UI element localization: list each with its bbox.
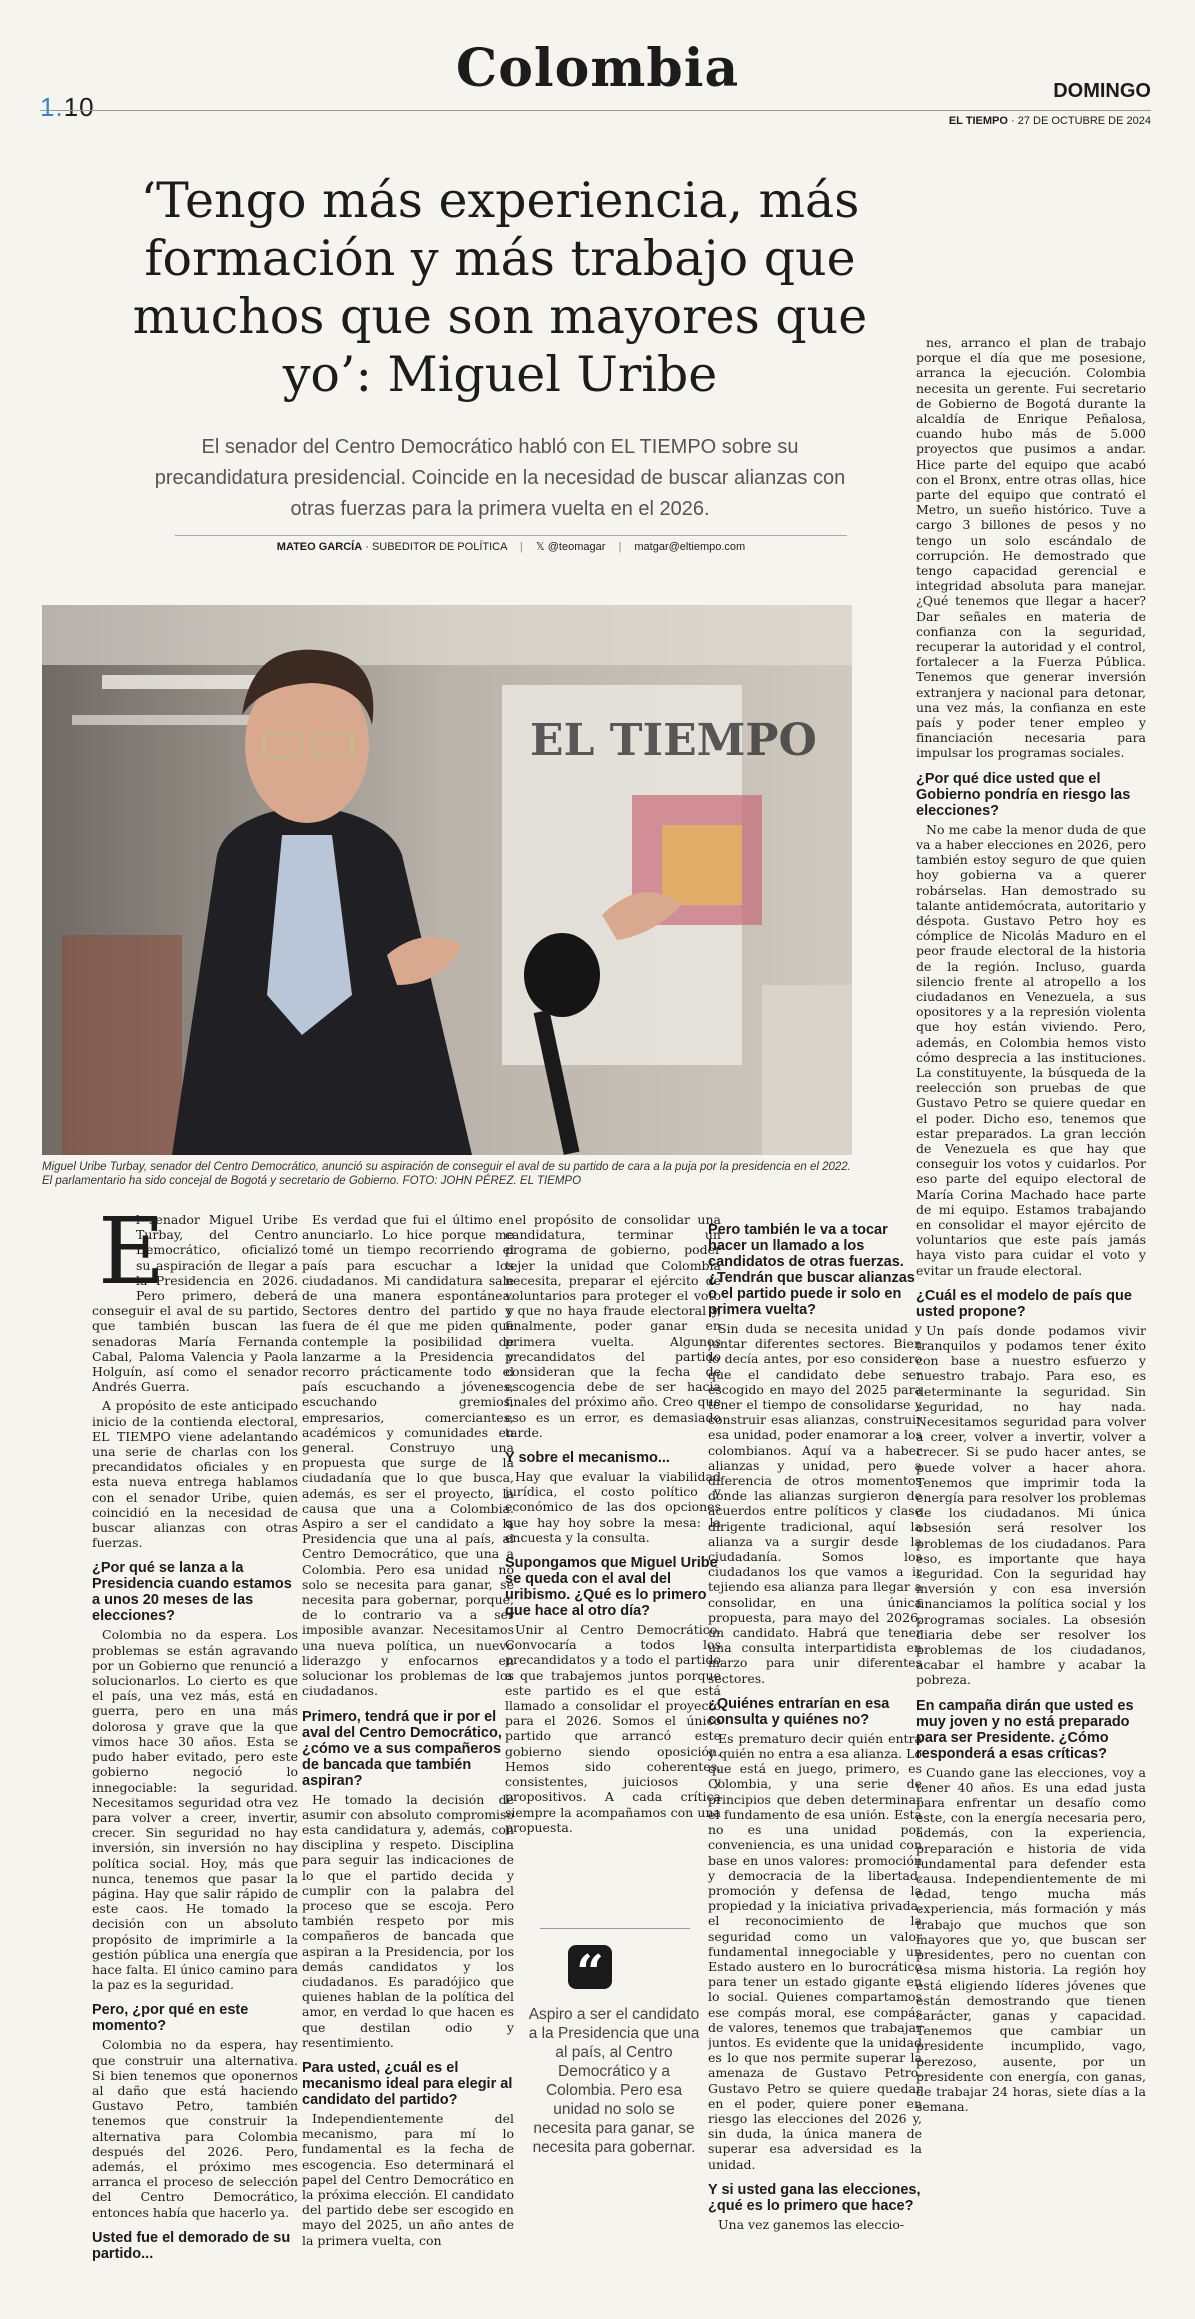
- article-column-3: [505, 1212, 721, 1912]
- byline-email: matgar@eltiempo.com: [634, 541, 746, 553]
- body-paragraph: A propósito de este anticipado inicio de la contienda electoral, EL TIEMPO viene adelantando una serie de charlas con los precandidatos oficiales y en esta nueva entrega hablamos con el senador Uribe, quien coincidió en la necesidad de buscar alianzas con otras fuerzas.: [92, 1398, 298, 1551]
- interview-question: ¿Por qué dice usted que el Gobierno pondría en riesgo las elecciones?: [916, 770, 1131, 819]
- body-paragraph: l senador Miguel Uribe Turbay, del Centro Democrático, oficializó su aspiración de llegar a la Presidencia en 2026. Pero primero, deberá conseguir el aval de su partido, que también buscan las senadoras María Fernanda Cabal, Paloma Valencia y Paola Holguín, así como el senador Andrés Guerra.: [92, 1212, 298, 1395]
- byline-handle: @teomagar: [547, 541, 606, 553]
- headline: ‘Tengo más experiencia, más formación y más trabajo que muchos que son mayores que yo’: Miguel Uribe: [132, 172, 868, 403]
- photo-illustration: [42, 605, 852, 1155]
- article-column-4: [708, 1212, 922, 2307]
- body-paragraph: Cuando gane las elecciones, voy a tener 40 años. Es una edad justa para enfrentar un desafío como este, con la energía necesaria pero, además, con la experiencia, preparación e historia de vida fundamental para defender esta causa. Independientemente de mi edad, tengo mucha más experiencia, más formación y más trabajo que muchos que son mayores que yo, que buscan ser presidentes, pero no cuentan con esa misma historia. La región hoy está eligiendo líderes jóvenes que están demostrando que tienen carácter, ganas y capacidad. Tenemos que cambiar un presidente incumplido, vago, perezoso, ausente, por un presidente con energía, con ganas, de trabajar 24 horas, siete días a la semana.: [916, 1764, 1146, 2115]
- interview-question: Supongamos que Miguel Uribe se queda con el aval del uribismo. ¿Qué es lo primero que hace al otro día?: [505, 1555, 718, 1620]
- quote-rule: [540, 1928, 690, 1929]
- header-rule: [40, 110, 1151, 111]
- page-number-suffix: 10: [63, 92, 95, 122]
- body-paragraph: No me cabe la menor duda de que va a haber elecciones en 2026, pero también estoy seguro de que quien hoy gobierna va a querer robárselas. Han demostrado su talante antidemócrata, autoritario y déspota. Gustavo Petro hoy es cómplice de Nicolás Maduro en el peor fraude electoral de la historia de la región. Incluso, guarda silencio frente al atropello a los ciudadanos en Venezuela, a sus opositores y a la represión violenta que hoy están viviendo. Pero, además, en Colombia hemos visto cómo desprecia a las instituciones. La constituyente, la búsqueda de la reelección son pruebas de que Gustavo Petro se quiere quedar en el poder. Dicho eso, tenemos que estar preparados. La gran lección de Venezuela es que hay que conseguir los votos y cuidarlos. Por eso parte del equipo electoral de María Corina Machado hace parte de mi equipo. Estamos trabajando en consolidar el mayor ejército de voluntarios que este país jamás haya visto para cuidar el voto y evitar un fraude electoral.: [916, 821, 1146, 1278]
- publication-date: 27 DE OCTUBRE DE 2024: [1017, 115, 1151, 127]
- body-paragraph: Unir al Centro Democrático. Convocaría a todos los precandidatos y a todo el partido a que trabajemos juntos porque este partido es el que está llamado a consolidar el proyecto para el 2026. Somos el único partido que arrancó este gobierno siendo oposición. Hemos sido coherentes, consistentes, juiciosos y propositivos. A cada crítica siempre la acompañamos con una propuesta.: [505, 1622, 721, 1835]
- byline-author: MATEO GARCÍA: [276, 541, 363, 553]
- body-paragraph: Colombia no da espera. Los problemas se están agravando por un Gobierno que renunció a solucionarlos. Lo cierto es que el país, una vez más, está en guerra, pero en una más dolorosa y grave que la que vimos hace 30 años. Esta se pudo haber evitado, pero este gobierno negoció lo innegociable: la seguridad. Necesitamos seguridad otra vez para volver a creer, invertir, crecer. Sin seguridad no hay inversión, sin inversión no hay política social. Hoy, más que nunca, tenemos que pasar la página. Hay que salir rápido de este caos. He tomado la decisión con un absoluto propósito de imprimirle a la gestión pública una energía que hace falta. El único camino para la paz es la seguridad.: [92, 1627, 298, 1993]
- body-paragraph: Una vez ganemos las eleccio-: [718, 2216, 905, 2232]
- byline: MATEO GARCÍA · SUBEDITOR DE POLÍTICA | 𝕏 @teomagar | matgar@eltiempo.com: [276, 541, 746, 553]
- body-paragraph: Es verdad que fui el último en anunciarlo. Lo hice porque me tomé un tiempo recorriendo el país para escuchar a los ciudadanos. Mi candidatura sale de una manera espontánea. Sectores dentro del partido y fuera de él que me piden que contemple la posibilidad de lanzarme a la Presidencia y recorro prácticamente todo el país escuchando a jóvenes, escuchando gremios, empresarios, comerciantes, académicos y comunidades en general. Construyo una propuesta que surge de la ciudadanía que lo que busca, además, es ser el proyecto, la causa que una a Colombia. Aspiro a ser el candidato a la Presidencia que una al país, al Centro Democrático, que una a Colombia. Pero esa unidad no solo se necesita para ganar, se necesita para gobernar, porque, de lo contrario va a ser imposible avanzar. Necesitamos una nueva política, un nuevo liderazgo y enfocarnos en solucionar los problemas de los ciudadanos.: [302, 1212, 514, 1699]
- byline-role: · SUBEDITOR DE POLÍTICA: [365, 541, 507, 553]
- photo-caption: Miguel Uribe Turbay, senador del Centro Democrático, anunció su aspiración de conseguir el aval de su partido de cara a la puja por la presidencia en el 2022. El parlamentario ha sido concejal de Bogotá y secretario de Gobierno. FOTO: JOHN PÉREZ. EL TIEMPO: [42, 1161, 851, 1187]
- body-paragraph: Sin duda se necesita unidad y juntar diferentes sectores. Bien lo decía antes, por eso considero que el candidato debe ser escogido en mayo del 2025 para tener el tiempo de consolidarse y construir esas alianzas, construir esa unidad, poder enamorar a los colombianos. Aquí va a haber alianzas y unidad, pero a diferencia de otros momentos donde las alianzas surgieron de acuerdos entre políticos y clase dirigente tradicional, aquí la alianza va a surgir desde la ciudadanía. Somos los ciudadanos los que vamos a ir tejiendo esa alianza para llegar a consolidar, en una única propuesta, para mayo del 2026, un candidato. Habrá que tener una consulta interpartidista en marzo para unir diferentes sectores.: [708, 1321, 922, 1686]
- photo-sign: EL TIEMPO: [530, 715, 817, 766]
- day-label: DOMINGO: [1053, 80, 1151, 102]
- body-paragraph: Hay que evaluar la viabilidad jurídica, el costo político y económico de las dos opciones que hay hoy sobre la mesa: la encuesta y la consulta.: [505, 1469, 721, 1545]
- subheadline: El senador del Centro Democrático habló con EL TIEMPO sobre su precandidatura presidencial. Coincide en la necesidad de buscar alianzas con otras fuerzas para la primera vuelta en el 2026.: [154, 436, 846, 520]
- pull-quote: Aspiro a ser el candidato a la Presidencia que una al país, al Centro Democrático y a Colombia. Pero esa unidad no solo se necesita para ganar, se necesita para gobernar.: [528, 2006, 700, 2156]
- interview-question: Para usted, ¿cuál es el mecanismo ideal para elegir al candidato del partido?: [302, 2059, 513, 2108]
- interview-question: Y si usted gana las elecciones, ¿qué es lo primero que hace?: [708, 2181, 921, 2214]
- interview-question: Y sobre el mecanismo...: [505, 1450, 670, 1467]
- drop-cap-spacer: [92, 1212, 136, 1300]
- body-paragraph: Un país donde podamos vivir tranquilos y podamos tener éxito con base a nuestro esfuerzo y nuestro trabajo. Para eso, es determinante la seguridad. Sin seguridad, no hay nada. Necesitamos seguridad para volver a creer, volver a invertir, volver a crecer. Si se pudo hacer antes, se puede volver a hacer ahora. Tenemos que imprimir toda la energía para resolver los problemas de los ciudadanos. Mi única obsesión será resolver los problemas de los ciudadanos. Para eso, es importante que haya seguridad. Con la seguridad hay inversión y con esa inversión financiamos la política social y los programas sociales. La obsesión diaria debe ser resolver los problemas de los ciudadanos, acabar el hambre y acabar la pobreza.: [916, 1322, 1146, 1688]
- article-column-1: [92, 1198, 298, 2307]
- body-paragraph: el propósito de consolidar una candidatura, terminar un programa de gobierno, poder tejer la unidad que Colombia necesita, preparar el ejército de voluntarios para proteger el voto y que no haya fraude electoral y, finalmente, poder ganar en primera vuelta. Algunos precandidatos del partido consideran que la fecha de escogencia debe de ser hacia finales del próximo año. Creo que eso es un error, es demasiado tarde.: [505, 1212, 721, 1440]
- article-column-5: [916, 335, 1146, 2307]
- body-paragraph: nes, arranco el plan de trabajo porque el día que me posesione, arranca la ejecución. Colombia necesita un gerente. Fui secretario de Gobierno de Bogotá durante la alcaldía de Enrique Peñalosa, cuando hubo más de 5.000 proyectos que pusimos a andar. Hice parte del equipo que acabó con el Bronx, entre otras ollas, hice parte del equipo que contrató el Metro, un sueño histórico. Tuve a cargo 3 billones de pesos y no tengo un solo escándalo de corrupción. He demostrado que tengo capacidad gerencial e integridad absoluta para manejar. ¿Qué tenemos que llegar a hacer? Dar señales en materia de confianza con la seguridad, recuperar la autoridad y el control, fortalecer a la Fuerza Pública. Tenemos que generar inversión extranjera y nacional para detonar, una vez más, la confianza en este país y poder tener empleo y financiación necesaria para impulsar los programas sociales.: [916, 335, 1146, 761]
- quote-icon: “: [568, 1945, 612, 1989]
- interview-question: ¿Quiénes entrarían en esa consulta y quiénes no?: [708, 1695, 890, 1728]
- dateline: EL TIEMPO · 27 DE OCTUBRE DE 2024: [948, 115, 1151, 127]
- byline-rule: [175, 535, 847, 536]
- article-column-2: [302, 1212, 514, 2307]
- drop-cap: E: [98, 1198, 166, 1305]
- body-paragraph: Colombia no da espera, hay que construir una alternativa. Si bien tenemos que oponernos al daño que está haciendo Gustavo Petro, también tenemos que construir la alternativa para Colombia después del 2026. Pero, además, el próximo mes arranca el proceso de selección del Centro Democrático, entonces había que hacerlo ya.: [92, 2037, 298, 2220]
- section-title: Colombia: [455, 38, 740, 99]
- body-paragraph: He tomado la decisión de asumir con absoluto compromiso esta candidatura y, además, con disciplina y respeto. Disciplina para seguir las indicaciones de lo que el partido decida y cumplir con la palabra del proceso que se escoja. Pero también respeto por mis compañeros de bancada que aspiran a la Presidencia, por los demás candidatos y los ciudadanos. Es paradójico que quienes hablan de la política del amor, en verdad lo que hacen es que destilan odio y resentimiento.: [302, 1791, 514, 2050]
- interview-question: Pero también le va a tocar hacer un llamado a los candidatos de otras fuerzas. ¿Tendrán que buscar alianzas o el partido puede ir solo en primera vuelta?: [708, 1222, 915, 1318]
- interview-question: Pero, ¿por qué en este momento?: [92, 2002, 249, 2035]
- interview-question: ¿Por qué se lanza a la Presidencia cuando estamos a unos 20 meses de las elecciones?: [92, 1560, 292, 1625]
- page-number-prefix: 1.: [40, 92, 64, 122]
- body-paragraph: Independientemente del mecanismo, para mí lo fundamental es la fecha de escogencia. Eso determinará el papel del Centro Democrático en la próxima elección. El candidato del partido debe ser escogido en mayo del 2025, un año antes de la primera vuelta, con: [302, 2110, 514, 2248]
- interview-question: Usted fue el demorado de su partido...: [92, 2229, 291, 2262]
- publication-name: EL TIEMPO: [948, 115, 1008, 127]
- body-paragraph: Es prematuro decir quién entra y quién no entra a esa alianza. Lo que está en juego, primero, es Colombia, y una serie de principios que deben determinar el fundamento de esa unión. Esta no es una unidad por conveniencia, es una unidad con base en unos valores: promoción y democracia de la libertad, promoción y defensa de la propiedad y la iniciativa privada, el reconocimiento de la seguridad como un valor fundamental innegociable y un Estado austero en lo burocrático para tener un estado gigante en lo social. Quienes compartamos ese compás moral, ese compás de valores, tenemos que trabajar juntos. Es evidente que la unidad es lo que nos permite superar la amenaza de Gustavo Petro. Gustavo Petro se quiere quedar en el poder, quiere poner en riesgo las elecciones del 2026 y, sin duda, la única manera de superar esa adversidad es la unidad.: [708, 1730, 922, 2172]
- article-photo: [42, 605, 852, 1155]
- interview-question: ¿Cuál es el modelo de país que usted propone?: [916, 1287, 1132, 1320]
- interview-question: Primero, tendrá que ir por el aval del Centro Democrático, ¿cómo ve a sus compañeros de bancada que también aspiran?: [302, 1708, 502, 1789]
- interview-question: En campaña dirán que usted es muy joven y no está preparado para ser Presidente. ¿Cómo responderá a esas críticas?: [916, 1697, 1134, 1762]
- x-icon: 𝕏: [535, 541, 545, 553]
